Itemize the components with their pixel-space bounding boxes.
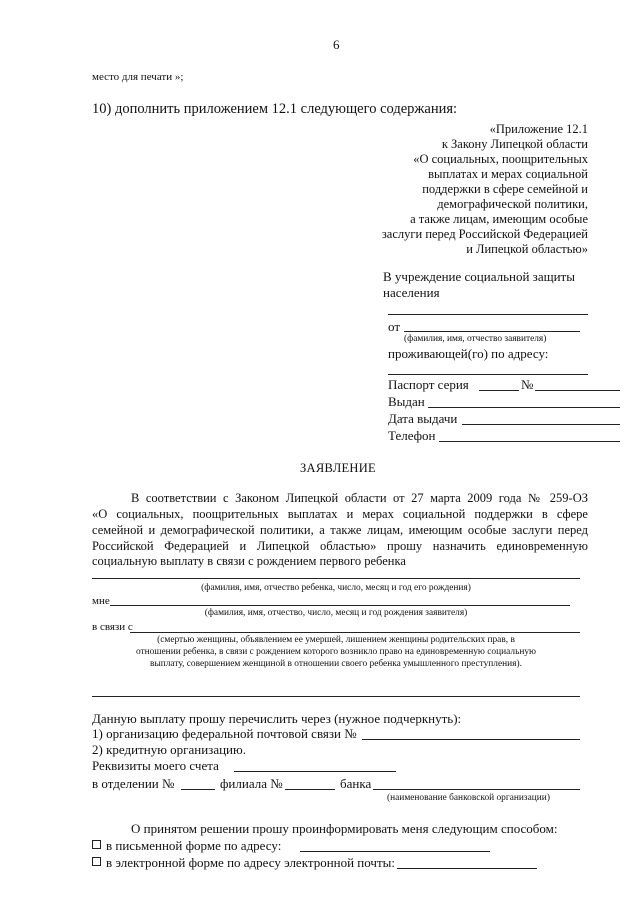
- payment-option-bank[interactable]: 2) кредитную организацию.: [92, 742, 246, 757]
- applicant-info-field[interactable]: [110, 605, 570, 606]
- paper-form-checkbox[interactable]: [92, 840, 101, 849]
- addressee-line-2: населения: [383, 285, 440, 300]
- email-form-label: в электронной форме по адресу электронной почты:: [106, 855, 395, 870]
- passport-series-field[interactable]: [479, 390, 519, 391]
- issue-date-field[interactable]: [462, 424, 620, 425]
- reason-hint-line: выплату, совершением женщиной в отношении своего ребенка умышленного преступления).: [150, 659, 522, 669]
- branch-number-field[interactable]: [181, 789, 215, 790]
- email-address-field[interactable]: [397, 868, 537, 869]
- appendix-header-line: «Приложение 12.1: [489, 122, 588, 136]
- passport-series-label: Паспорт серия: [388, 377, 469, 392]
- from-label: от: [388, 319, 401, 334]
- paper-form-label: в письменной форме по адресу:: [106, 838, 282, 853]
- body-line: социальную выплату в связи с рождением первого ребенка: [92, 554, 406, 568]
- child-info-hint: (фамилия, имя, отчество ребенка, число, месяц и год его рождения): [201, 583, 471, 593]
- appendix-header-line: к Закону Липецкой области: [441, 137, 588, 151]
- previous-item-ending: место для печати »;: [92, 71, 184, 83]
- reason-hint-line: (смертью женщины, объявлением ее умершей, лишением женщины родительских прав, в: [157, 635, 515, 645]
- appendix-header-line: заслуги перед Российской Федерацией: [381, 227, 588, 241]
- address-field[interactable]: [388, 374, 588, 375]
- institution-field[interactable]: [388, 314, 588, 315]
- payment-option-post[interactable]: 1) организацию федеральной почтовой связи №: [92, 726, 357, 741]
- body-line: «О социальных, поощрительных выплатах и мерах социальной поддержки в сфере: [92, 507, 588, 521]
- account-details-field[interactable]: [234, 771, 396, 772]
- body-line: В соответствии с Законом Липецкой области от 27 марта 2009 года № 259-ОЗ: [131, 491, 588, 505]
- body-line: Российской Федерацией и Липецкой областью» прошу назначить единовременную: [92, 539, 588, 553]
- phone-label: Телефон: [388, 428, 436, 443]
- filial-number-field[interactable]: [285, 789, 335, 790]
- appendix-header-line: поддержки в сфере семейной и: [422, 182, 588, 196]
- postal-address-field[interactable]: [300, 851, 490, 852]
- email-form-checkbox[interactable]: [92, 857, 101, 866]
- child-info-field[interactable]: [92, 578, 580, 579]
- bank-name-field[interactable]: [373, 789, 580, 790]
- reason-hint-line: отношении ребенка, в связи с рождением которого возникло право на единовременную социальную: [135, 647, 537, 657]
- applicant-info-hint: (фамилия, имя, отчество, число, месяц и год рождения заявителя): [204, 608, 468, 618]
- to-me-label: мне: [92, 595, 110, 607]
- passport-number-field[interactable]: [535, 390, 620, 391]
- residing-label: проживающей(го) по адресу:: [388, 346, 549, 361]
- appendix-header-line: и Липецкой областью»: [466, 242, 588, 256]
- filial-label: филиала №: [220, 776, 283, 791]
- branch-label: в отделении №: [92, 776, 175, 791]
- account-details-label: Реквизиты моего счета: [92, 758, 219, 773]
- phone-field[interactable]: [439, 441, 620, 442]
- post-office-number-field[interactable]: [362, 739, 580, 740]
- issued-by-field[interactable]: [428, 407, 620, 408]
- appendix-header-line: а также лицам, имеющим особые: [410, 212, 588, 226]
- appendix-header-line: выплатах и мерах социальной: [428, 167, 588, 181]
- issued-by-label: Выдан: [388, 394, 425, 409]
- payment-intro: Данную выплату прошу перечислить через (нужное подчеркнуть):: [92, 711, 462, 726]
- passport-number-label: №: [521, 377, 534, 392]
- bank-name-hint: (наименование банковской организации): [387, 793, 550, 803]
- appendix-header-line: «О социальных, поощрительных: [413, 152, 588, 166]
- extra-field[interactable]: [92, 696, 580, 697]
- issue-date-label: Дата выдачи: [388, 411, 458, 426]
- applicant-name-field[interactable]: [404, 331, 580, 332]
- applicant-name-hint: (фамилия, имя, отчество заявителя): [404, 334, 547, 344]
- reason-field[interactable]: [130, 632, 580, 633]
- item-10-heading: 10) дополнить приложением 12.1 следующего содержания:: [92, 101, 458, 117]
- bank-label: банка: [340, 776, 372, 791]
- addressee-line-1: В учреждение социальной защиты: [383, 269, 575, 284]
- due-to-label: в связи с: [92, 621, 133, 633]
- notify-intro: О принятом решении прошу проинформировать меня следующим способом:: [131, 821, 558, 836]
- page-number: 6: [333, 37, 340, 52]
- body-line: семейной и демографической политики, а также лицам, имеющим особые заслуги перед: [92, 523, 588, 537]
- document-title: ЗАЯВЛЕНИЕ: [300, 461, 376, 475]
- appendix-header-line: демографической политики,: [437, 197, 588, 211]
